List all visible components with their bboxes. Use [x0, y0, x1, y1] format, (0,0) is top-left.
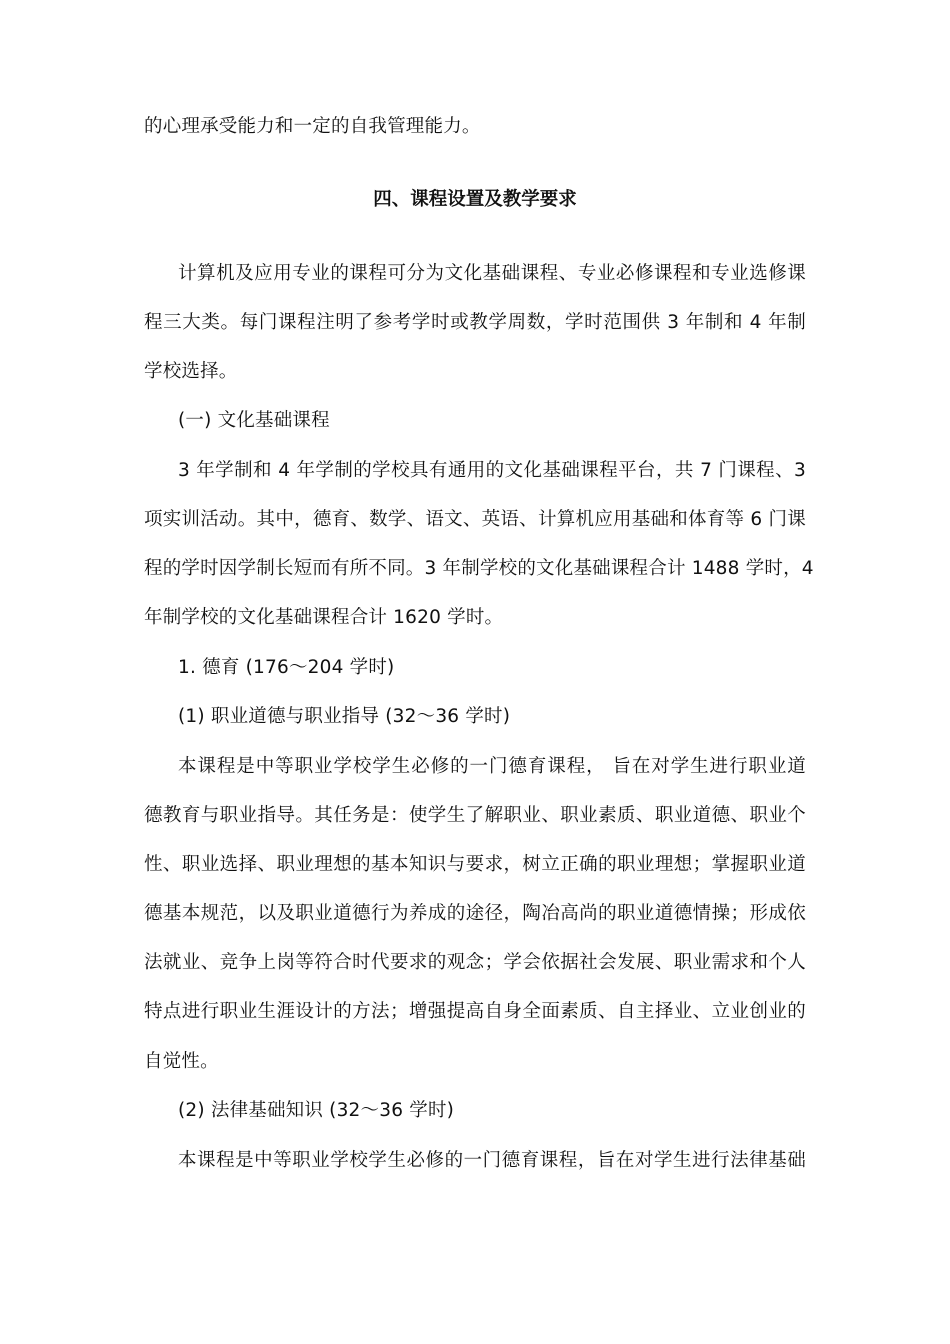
paragraph-line: 德教育与职业指导。其任务是：使学生了解职业、职业素质、职业道德、职业个 [144, 805, 806, 826]
paragraph-line: 程三大类。每门课程注明了参考学时或教学周数，学时范围供 3 年制和 4 年制 [144, 312, 806, 333]
paragraph-line: 本课程是中等职业学校学生必修的一门德育课程， 旨在对学生进行职业道 [178, 756, 806, 777]
paragraph-line: 计算机及应用专业的课程可分为文化基础课程、专业必修课程和专业选修课 [178, 263, 806, 284]
item-heading: (2) 法律基础知识 (32～36 学时) [178, 1100, 455, 1121]
paragraph-line: 性、职业选择、职业理想的基本知识与要求，树立正确的职业理想；掌握职业道 [144, 854, 806, 875]
paragraph-line: 程的学时因学制长短而有所不同。3 年制学校的文化基础课程合计 1488 学时，4 [144, 558, 814, 579]
paragraph-line: 3 年学制和 4 年学制的学校具有通用的文化基础课程平台，共 7 门课程、3 [178, 460, 806, 481]
item-heading: 1. 德育 (176～204 学时) [178, 657, 395, 678]
paragraph-line: 自觉性。 [144, 1051, 219, 1072]
item-heading: (1) 职业道德与职业指导 (32～36 学时) [178, 706, 511, 727]
section-heading: 四、课程设置及教学要求 [373, 189, 577, 210]
subsection-heading: (一) 文化基础课程 [178, 410, 330, 431]
paragraph-line: 的心理承受能力和一定的自我管理能力。 [144, 116, 481, 137]
paragraph-line: 年制学校的文化基础课程合计 1620 学时。 [144, 607, 504, 628]
paragraph-line: 学校选择。 [144, 361, 238, 382]
paragraph-line: 本课程是中等职业学校学生必修的一门德育课程，旨在对学生进行法律基础 [178, 1150, 806, 1171]
paragraph-line: 特点进行职业生涯设计的方法；增强提高自身全面素质、自主择业、立业创业的 [144, 1001, 806, 1022]
paragraph-line: 法就业、竞争上岗等符合时代要求的观念；学会依据社会发展、职业需求和个人 [144, 952, 806, 973]
paragraph-line: 项实训活动。其中，德育、数学、语文、英语、计算机应用基础和体育等 6 门课 [144, 509, 806, 530]
paragraph-line: 德基本规范，以及职业道德行为养成的途径，陶冶高尚的职业道德情操；形成依 [144, 903, 806, 924]
